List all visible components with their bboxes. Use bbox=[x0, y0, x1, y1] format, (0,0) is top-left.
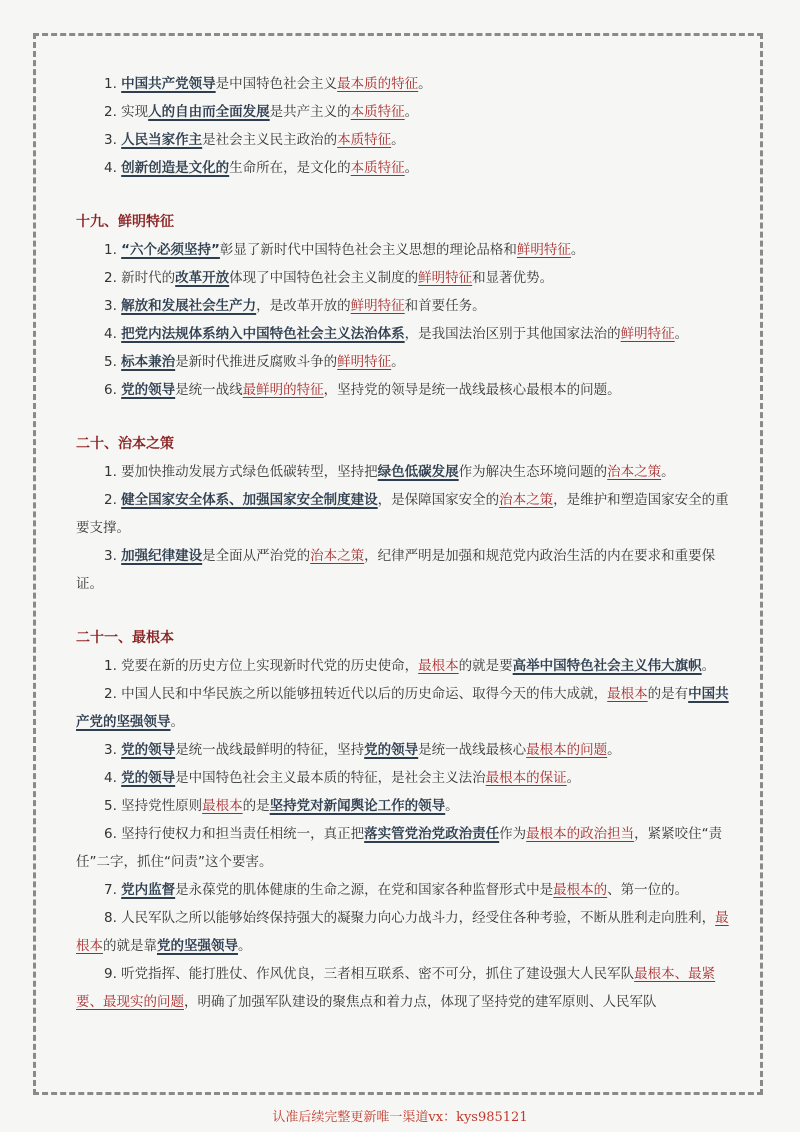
plain-text: 4. bbox=[104, 326, 122, 342]
plain-text: 是统一战线最鲜明的特征，坚持 bbox=[175, 742, 365, 758]
plain-text: 和首要任务。 bbox=[404, 298, 486, 314]
plain-text: 7. bbox=[104, 882, 122, 898]
plain-text: 4. bbox=[104, 770, 122, 786]
plain-text: 的是有 bbox=[647, 686, 689, 702]
highlight-text: 本质特征 bbox=[350, 160, 405, 176]
emphasis-text: 绿色低碳发展 bbox=[377, 464, 459, 480]
plain-text: 。 bbox=[566, 770, 581, 786]
list-item bbox=[76, 960, 736, 1016]
highlight-text: 治本之策 bbox=[310, 548, 365, 564]
highlight-text: 最根本的 bbox=[553, 882, 608, 898]
plain-text: 2. 实现 bbox=[104, 104, 149, 120]
plain-text: 。 bbox=[445, 798, 459, 814]
list-item bbox=[76, 876, 736, 904]
emphasis-text: 落实管党治党政治责任 bbox=[364, 826, 500, 842]
emphasis-text: 党内监督 bbox=[121, 882, 176, 898]
plain-text: ，是维护和塑造国家安全的重要支撑。 bbox=[76, 492, 729, 536]
highlight-text: 最鲜明的特征 bbox=[242, 382, 324, 398]
plain-text: 5. bbox=[104, 354, 122, 370]
highlight-text: 治本之策 bbox=[499, 492, 554, 508]
list-item bbox=[76, 70, 736, 98]
section-essential bbox=[76, 70, 736, 182]
plain-text: 2. 新时代的 bbox=[104, 270, 176, 286]
highlight-text: 最根本的政治担当 bbox=[526, 826, 635, 842]
list-item bbox=[76, 458, 736, 486]
plain-text: 8. 人民军队之所以能够始终保持强大的凝聚力向心力战斗力，经受住各种考验，不断从胜利走向胜利， bbox=[104, 910, 716, 926]
emphasis-text: 人民当家作主 bbox=[121, 132, 203, 148]
list-item bbox=[76, 792, 736, 820]
highlight-text: 最根本 bbox=[202, 798, 243, 814]
plain-text: 。 bbox=[391, 132, 405, 148]
highlight-text: 鲜明特征 bbox=[337, 354, 392, 370]
plain-text: 。 bbox=[391, 354, 405, 370]
plain-text: 和显著优势。 bbox=[472, 270, 554, 286]
list-item bbox=[76, 154, 736, 182]
plain-text: 是永葆党的肌体健康的生命之源，在党和国家各种监督形式中是 bbox=[175, 882, 554, 898]
plain-text: ，坚持党的领导是统一战线最核心最根本的问题。 bbox=[323, 382, 621, 398]
plain-text: 1. bbox=[104, 76, 122, 92]
highlight-text: 最根本 bbox=[607, 686, 648, 702]
plain-text: 是中国特色社会主义 bbox=[215, 76, 338, 92]
highlight-text: 治本之策 bbox=[607, 464, 662, 480]
emphasis-text: 高举中国特色社会主义伟大旗帜 bbox=[512, 658, 702, 674]
plain-text: ，是我国法治区别于其他国家法治的 bbox=[404, 326, 621, 342]
document-body bbox=[76, 70, 736, 1016]
plain-text: 。 bbox=[170, 714, 184, 730]
section-heading-20: 二十、治本之策 bbox=[76, 436, 174, 452]
list-item bbox=[76, 236, 736, 264]
emphasis-text: 健全国家安全体系、加强国家安全制度建设 bbox=[121, 492, 378, 508]
plain-text: 作为解决生态环境问题的 bbox=[458, 464, 608, 480]
highlight-text: 最根本 bbox=[418, 658, 459, 674]
list-item bbox=[76, 292, 736, 320]
plain-text: 2. 中国人民和中华民族之所以能够扭转近代以后的历史命运、取得今天的伟大成就， bbox=[104, 686, 608, 702]
plain-text: 。 bbox=[661, 464, 675, 480]
emphasis-text: 坚持党对新闻舆论工作的领导 bbox=[269, 798, 446, 814]
plain-text: 9. 听党指挥、能打胜仗、作风优良，三者相互联系、密不可分，抓住了建设强大人民军队 bbox=[104, 966, 635, 982]
plain-text: ，紧紧咬住“责任”二字，抓住“问责”这个要害。 bbox=[76, 826, 723, 870]
emphasis-text: 中国共产党领导 bbox=[121, 76, 216, 92]
emphasis-text: 党的坚强领导 bbox=[157, 938, 238, 954]
plain-text: 是社会主义民主政治的 bbox=[202, 132, 338, 148]
plain-text: 。 bbox=[238, 938, 252, 954]
plain-text: 。 bbox=[607, 742, 621, 758]
plain-text: 是共产主义的 bbox=[269, 104, 351, 120]
plain-text: 是统一战线 bbox=[175, 382, 243, 398]
list-item bbox=[76, 376, 736, 404]
plain-text: 作为 bbox=[499, 826, 527, 842]
highlight-text: 本质特征 bbox=[350, 104, 405, 120]
highlight-text: 最根本的问题 bbox=[526, 742, 608, 758]
emphasis-text: 党的领导 bbox=[364, 742, 419, 758]
plain-text: 体现了中国特色社会主义制度的 bbox=[229, 270, 419, 286]
emphasis-text: 加强纪律建设 bbox=[121, 548, 203, 564]
plain-text: 彰显了新时代中国特色社会主义思想的理论品格和 bbox=[219, 242, 517, 258]
plain-text: 4. bbox=[104, 160, 122, 176]
highlight-text: 最根本、最紧要、最现实的问题 bbox=[76, 966, 716, 1010]
highlight-text: 鲜明特征 bbox=[350, 298, 405, 314]
plain-text: 。 bbox=[701, 658, 716, 674]
plain-text: 的就是要 bbox=[458, 658, 513, 674]
list-item bbox=[76, 320, 736, 348]
emphasis-text: 党的领导 bbox=[121, 742, 176, 758]
plain-text: 。 bbox=[418, 76, 432, 92]
plain-text: ，明确了加强军队建设的聚焦点和着力点，体现了坚持党的建军原则、人民军队 bbox=[184, 994, 657, 1010]
footer-notice: 认准后续完整更新唯一渠道vx：kys985121 bbox=[272, 1110, 528, 1125]
plain-text: 、第一位的。 bbox=[607, 882, 689, 898]
list-item bbox=[76, 542, 736, 598]
emphasis-text: “六个必须坚持” bbox=[121, 242, 220, 258]
plain-text: 是新时代推进反腐败斗争的 bbox=[175, 354, 338, 370]
emphasis-text: 党的领导 bbox=[121, 770, 176, 786]
highlight-text: 本质特征 bbox=[337, 132, 392, 148]
list-item bbox=[76, 904, 736, 960]
plain-text: 。 bbox=[404, 160, 419, 176]
plain-text: 是中国特色社会主义最本质的特征，是社会主义法治 bbox=[175, 770, 486, 786]
plain-text: 是全面从严治党的 bbox=[202, 548, 311, 564]
section-19-list bbox=[76, 236, 736, 404]
list-item bbox=[76, 820, 736, 876]
list-item bbox=[76, 652, 736, 680]
plain-text: 。 bbox=[404, 104, 419, 120]
emphasis-text: 把党内法规体系纳入中国特色社会主义法治体系 bbox=[121, 326, 405, 342]
highlight-text: 鲜明特征 bbox=[620, 326, 675, 342]
plain-text: 生命所在，是文化的 bbox=[229, 160, 351, 176]
plain-text: 1. 党要在新的历史方位上实现新时代党的历史使命， bbox=[104, 658, 419, 674]
plain-text: 2. bbox=[104, 492, 122, 508]
highlight-text: 鲜明特征 bbox=[516, 242, 571, 258]
plain-text: 5. 坚持党性原则 bbox=[104, 798, 203, 814]
list-item bbox=[76, 736, 736, 764]
section-20-list bbox=[76, 458, 736, 598]
emphasis-text: 人的自由而全面发展 bbox=[148, 104, 270, 120]
plain-text: 的就是靠 bbox=[103, 938, 157, 954]
plain-text: 1. bbox=[104, 242, 122, 258]
list-item bbox=[76, 486, 736, 542]
emphasis-text: 党的领导 bbox=[121, 382, 176, 398]
plain-text: 1. 要加快推动发展方式绿色低碳转型，坚持把 bbox=[104, 464, 378, 480]
list-item bbox=[76, 98, 736, 126]
plain-text: 3. bbox=[104, 548, 122, 564]
emphasis-text: 改革开放 bbox=[175, 270, 230, 286]
plain-text: 。 bbox=[674, 326, 689, 342]
list-item bbox=[76, 264, 736, 292]
plain-text: 。 bbox=[570, 242, 585, 258]
plain-text: 3. bbox=[104, 742, 122, 758]
plain-text: 3. bbox=[104, 298, 122, 314]
highlight-text: 最根本的保证 bbox=[485, 770, 567, 786]
plain-text: ，纪律严明是加强和规范党内政治生活的内在要求和重要保证。 bbox=[76, 548, 716, 592]
emphasis-text: 标本兼治 bbox=[121, 354, 176, 370]
emphasis-text: 创新创造是文化的 bbox=[121, 160, 230, 176]
list-item bbox=[76, 126, 736, 154]
section-heading-21: 二十一、最根本 bbox=[76, 630, 174, 646]
highlight-text: 鲜明特征 bbox=[418, 270, 473, 286]
plain-text: 6. 坚持行使权力和担当责任相统一，真正把 bbox=[104, 826, 365, 842]
plain-text: 6. bbox=[104, 382, 122, 398]
list-item bbox=[76, 764, 736, 792]
section-21-list bbox=[76, 652, 736, 1016]
highlight-text: 最本质的特征 bbox=[337, 76, 419, 92]
emphasis-text: 中国共产党的坚强领导 bbox=[76, 686, 729, 730]
plain-text: 的是 bbox=[242, 798, 270, 814]
section-heading-19: 十九、鲜明特征 bbox=[76, 214, 174, 230]
plain-text: 是统一战线最核心 bbox=[418, 742, 527, 758]
highlight-text: 最根本 bbox=[76, 910, 729, 954]
emphasis-text: 解放和发展社会生产力 bbox=[121, 298, 257, 314]
list-item bbox=[76, 680, 736, 736]
list-item bbox=[76, 348, 736, 376]
plain-text: ，是保障国家安全的 bbox=[377, 492, 500, 508]
plain-text: 3. bbox=[104, 132, 122, 148]
plain-text: ，是改革开放的 bbox=[256, 298, 351, 314]
